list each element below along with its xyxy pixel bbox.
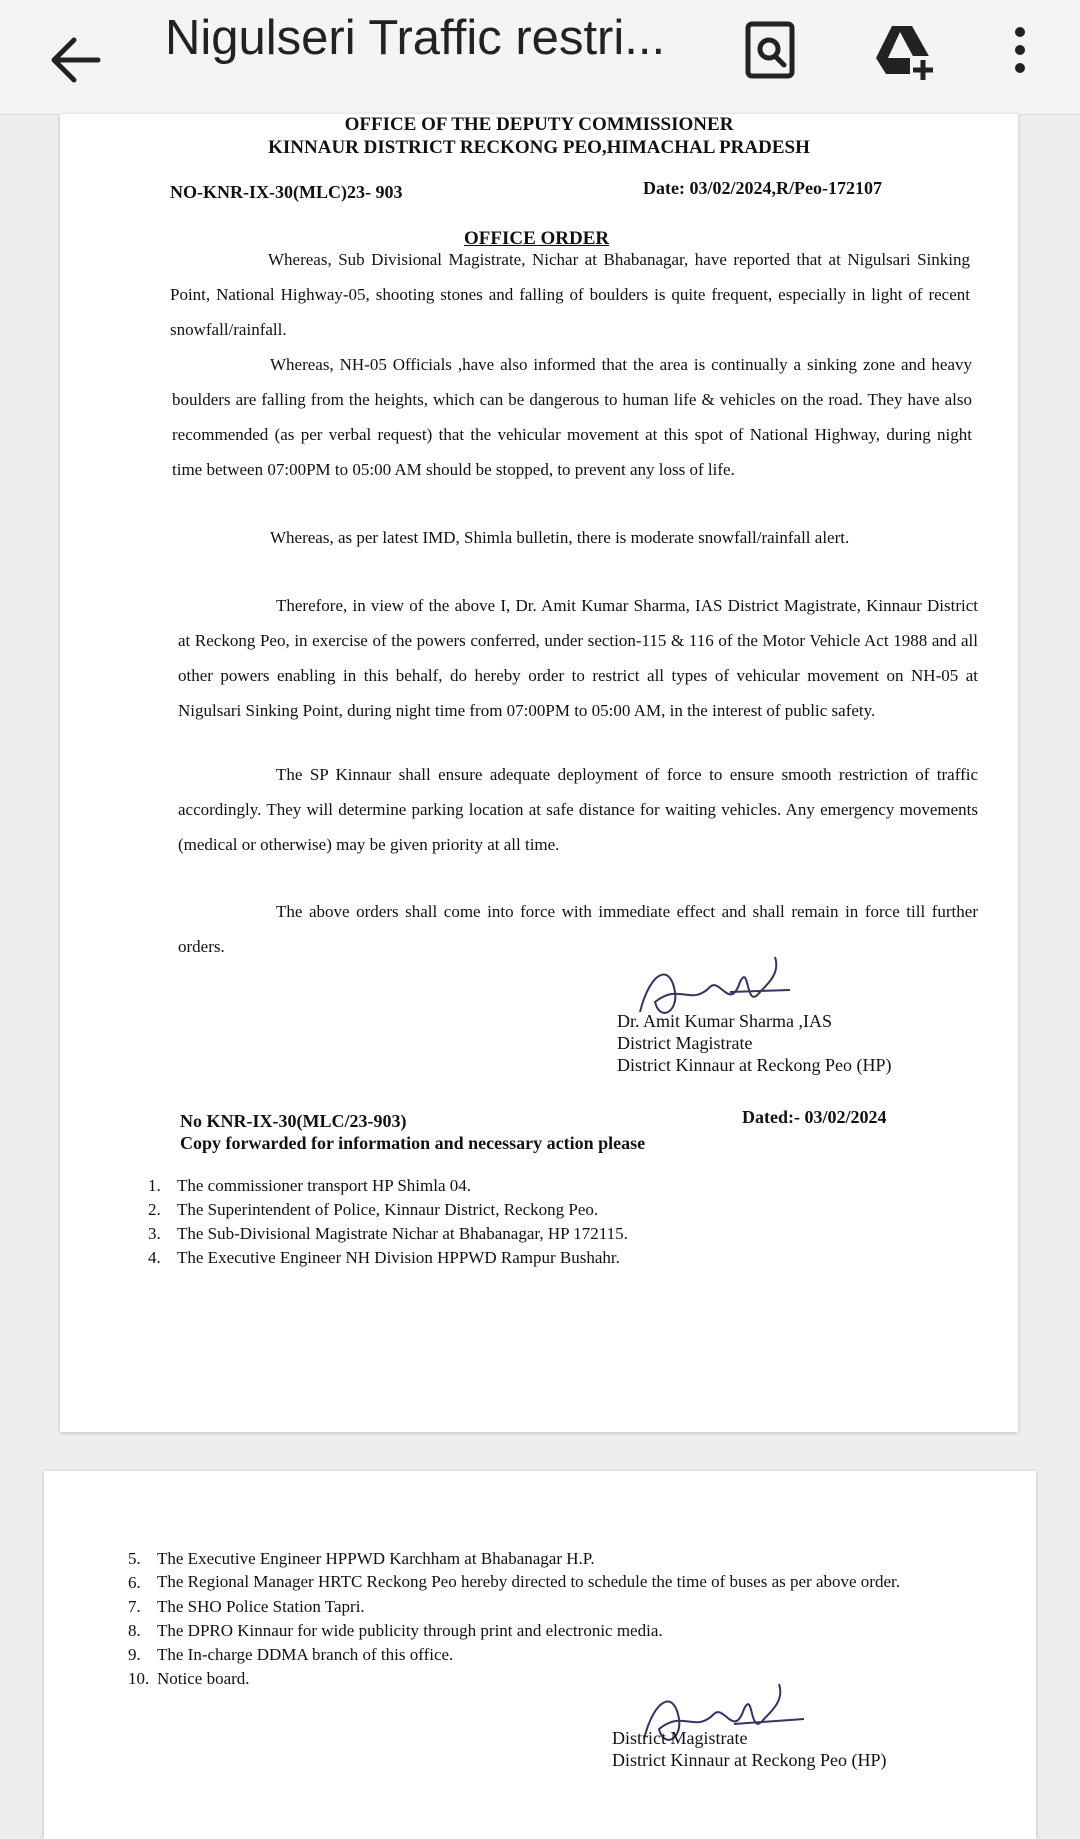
letterhead-line2: KINNAUR DISTRICT RECKONG PEO,HIMACHAL PRADESH	[268, 136, 810, 158]
list-item: 4. The Executive Engineer NH Division HPPWD Rampur Bushahr.	[148, 1248, 620, 1267]
footer-signatory-title: District Magistrate	[612, 1728, 748, 1748]
list-item: 7. The SHO Police Station Tapri.	[128, 1597, 365, 1616]
arrow-back-icon[interactable]	[46, 32, 106, 88]
copy-forward-line: Copy forwarded for information and necessary action please	[180, 1133, 646, 1153]
search-document-icon[interactable]	[740, 18, 804, 82]
footer-signatory-place: District Kinnaur at Reckong Peo (HP)	[612, 1750, 887, 1770]
paragraph-2: Whereas, NH-05 Officials ,have also informed that the area is continually a sinking zone and heavy boulders are falling from the heights, which can be dangerous to human life & vehicles on the road. They have also recommended (as per verbal request) that the vehicular movement at this spot of National Highway, during night time between 07:00PM to 05:00 AM should be stopped, to prevent any loss of life.	[172, 355, 972, 479]
signatory-place: District Kinnaur at Reckong Peo (HP)	[617, 1055, 892, 1075]
copy-list-page-2	[128, 1547, 928, 1691]
order-date: Date: 03/02/2024,R/Peo-172107	[643, 178, 882, 198]
more-vert-icon[interactable]	[1000, 18, 1040, 82]
app-bar	[0, 0, 1080, 115]
list-item: 6. The Regional Manager HRTC Reckong Peo hereby directed to schedule the time of buses as per above order.	[128, 1572, 900, 1592]
list-item: 9. The In-charge DDMA branch of this office.	[128, 1645, 454, 1664]
reference-number: NO-KNR-IX-30(MLC)23- 903	[170, 182, 403, 202]
copy-reference-number: No KNR-IX-30(MLC/23-903)	[180, 1111, 407, 1131]
list-item: 2. The Superintendent of Police, Kinnaur District, Reckong Peo.	[148, 1200, 599, 1219]
letterhead-line1: OFFICE OF THE DEPUTY COMMISSIONER	[344, 114, 734, 135]
copy-list-page-1	[148, 1174, 628, 1270]
paragraph-5: The SP Kinnaur shall ensure adequate deployment of force to ensure smooth restriction of traffic accordingly. They will determine parking location at safe distance for waiting vehicles. Any emergency movements (medical or otherwise) may be given priority at all time.	[178, 765, 978, 854]
document-title: Nigulseri Traffic restri...	[165, 11, 666, 65]
document-page-2	[44, 1471, 1036, 1839]
list-item: 10. Notice board.	[128, 1669, 250, 1688]
copy-date: Dated:- 03/02/2024	[742, 1107, 887, 1127]
list-item: 3. The Sub-Divisional Magistrate Nichar at Bhabanagar, HP 172115.	[148, 1224, 628, 1243]
signatory-block	[617, 1010, 891, 1076]
list-item: 8. The DPRO Kinnaur for wide publicity through print and electronic media.	[128, 1621, 663, 1640]
document-page-1	[60, 114, 1018, 1432]
list-item: 5. The Executive Engineer HPPWD Karchham at Bhabanagar H.P.	[128, 1549, 595, 1568]
letterhead	[60, 114, 1018, 160]
signatory-name: Dr. Amit Kumar Sharma ,IAS	[617, 1011, 832, 1031]
paragraph-6: The above orders shall come into force with immediate effect and shall remain in force till further orders.	[178, 902, 978, 956]
paragraph-4: Therefore, in view of the above I, Dr. Amit Kumar Sharma, IAS District Magistrate, Kinnaur District at Reckong Peo, in exercise of the powers conferred, under section-115 & 116 of the Motor Vehicle Act 1988 and all other powers enabling in this behalf, do hereby order to restrict all types of vehicular movement on NH-05 at Nigulsari Sinking Point, during night time from 07:00PM to 05:00 AM, in the interest of public safety.	[178, 596, 978, 720]
signatory-title: District Magistrate	[617, 1033, 753, 1053]
list-item: 1. The commissioner transport HP Shimla 04.	[148, 1176, 472, 1195]
paragraph-3: Whereas, as per latest IMD, Shimla bulletin, there is moderate snowfall/rainfall alert.	[270, 528, 850, 547]
footer-signatory-block	[612, 1727, 886, 1771]
add-to-drive-icon[interactable]	[872, 18, 936, 82]
paragraph-1: Whereas, Sub Divisional Magistrate, Nichar at Bhabanagar, have reported that at Nigulsari Sinking Point, National Highway-05, shooting stones and falling of boulders is quite frequent, especially in light of recent snowfall/rainfall.	[170, 250, 970, 339]
order-title: OFFICE ORDER	[464, 228, 610, 249]
